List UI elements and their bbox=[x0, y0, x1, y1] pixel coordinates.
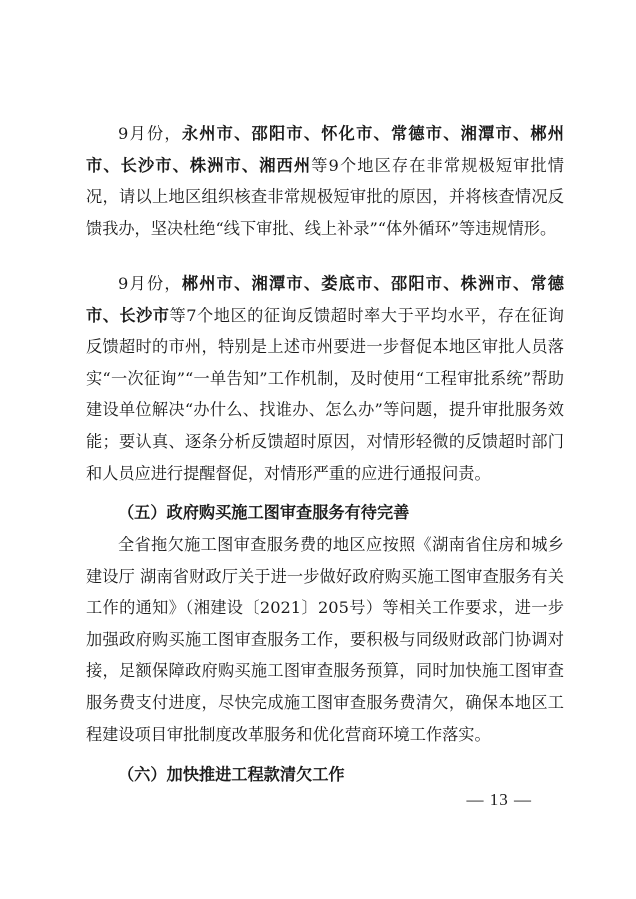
paragraph-intro: 9月份， bbox=[118, 274, 182, 293]
section-heading-5: （五）政府购买施工图审查服务有待完善 bbox=[118, 503, 410, 522]
city-list: 永州市、邵阳市、怀化市、常德市、湘潭市、郴州市、长沙市、株洲市、湘西州 bbox=[86, 124, 564, 175]
section-heading-6: （六）加快推进工程款清欠工作 bbox=[118, 765, 345, 784]
paragraph-drawing-review: 全省拖欠施工图审查服务费的地区应按照《湖南省住房和城乡建设厅 湖南省财政厅关于进一步做好政府购买施工图审查服务有关工作的通知》（湘建设〔2021〕205号）等相关工作要求，进一步加强政府购买施工图审查服务工作，要积极与同级财政部门协调对接，足额保障政府购买施工图审查服务预算，同时加快施工图审查服务费支付进度，尽快完成施工图审查服务费清欠，确保本地区工程建设项目审批制度改革服务和优化营商环境工作落实。 bbox=[86, 535, 564, 744]
paragraph-intro: 9月份， bbox=[118, 124, 182, 143]
paragraph-body: 等9个地区存在非常规极短审批情况，请以上地区组织核查非常规极短审批的原因，并将核查情况反馈我办，坚决杜绝“线下审批、线上补录”“体外循环”等违规情形。 bbox=[86, 155, 564, 238]
paragraph-body: 等7个地区的征询反馈超时率大于平均水平，存在征询反馈超时的市州，特别是上述市州要进一步督促本地区审批人员落实“一次征询”“一单告知”工作机制，及时使用“工程审批系统”帮助建设单位解决“办什么、找谁办、怎么办”等问题，提升审批服务效能；要认真、逐条分析反馈超时原因，对情形轻微的反馈超时部门和人员应进行提醒督促，对情形严重的应进行通报问责。 bbox=[86, 305, 564, 483]
paragraph-feedback-timeout bbox=[86, 268, 564, 489]
paragraph-short-approval bbox=[86, 118, 564, 244]
city-list: 郴州市、湘潭市、娄底市、邵阳市、株洲市、常德市、长沙市 bbox=[86, 274, 564, 325]
page-number: — 13 — bbox=[466, 790, 532, 809]
